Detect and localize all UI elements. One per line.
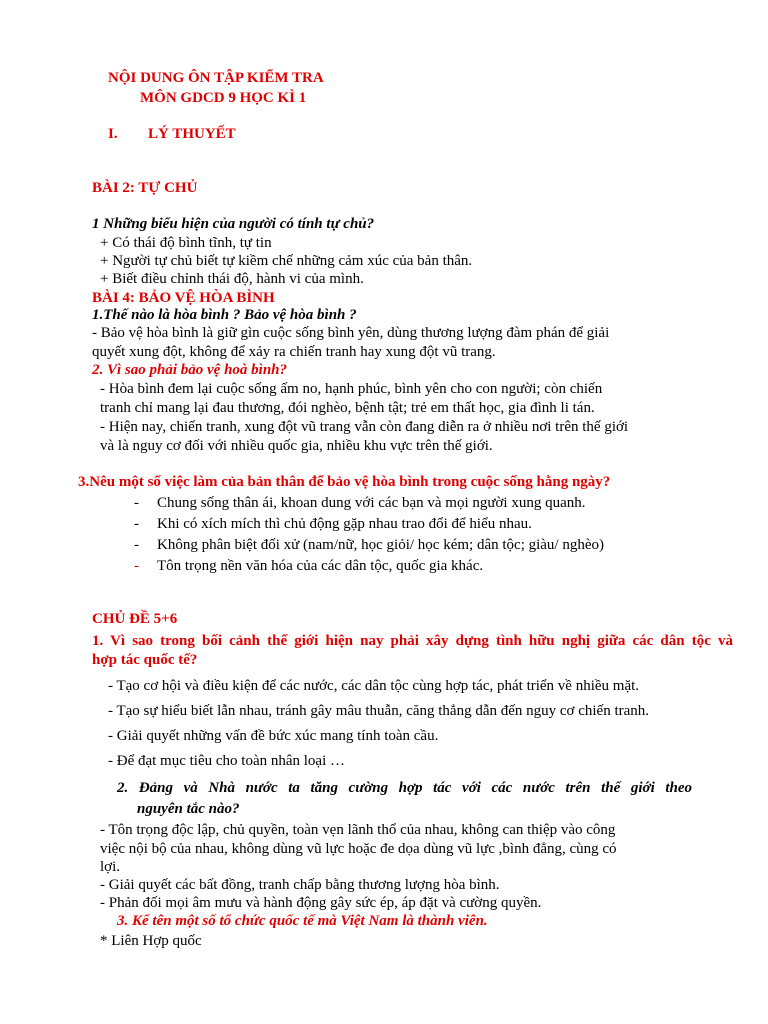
chude-answer-2-line: lợi. xyxy=(100,859,121,875)
section-title: LÝ THUYẾT xyxy=(148,126,236,142)
chude-question-1-line2: hợp tác quốc tế? xyxy=(92,652,198,668)
chude-answer-1-item: - Tạo cơ hội và điều kiện để các nước, các dân tộc cùng hợp tác, phát triển về nhiều mặt. xyxy=(108,678,640,694)
chude-answer-2-line: - Tôn trọng độc lập, chủ quyền, toàn vẹn lãnh thổ của nhau, không can thiệp vào công xyxy=(100,822,616,838)
chude-heading: CHỦ ĐỀ 5+6 xyxy=(92,611,178,627)
chude-answer-1-item: - Giải quyết những vấn đề bức xúc mang tính toàn cầu. xyxy=(108,728,439,744)
doc-title-line2: MÔN GDCD 9 HỌC KÌ 1 xyxy=(140,90,307,106)
chude-question-3: 3. Kể tên một số tổ chức quốc tế mà Việt Nam là thành viên. xyxy=(117,913,488,929)
chude-answer-1-item: - Tạo sự hiểu biết lẫn nhau, tránh gây mâu thuẫn, căng thẳng dẫn đến nguy cơ chiến tranh. xyxy=(108,703,650,719)
bai4-answer-3-item: Không phân biệt đối xử (nam/nữ, học giỏi/ học kém; dân tộc; giàu/ nghèo) xyxy=(157,537,605,553)
bai4-question-2: 2. Vì sao phải bảo vệ hoà bình? xyxy=(92,362,288,378)
bai2-question: 1 Những biểu hiện của người có tính tự chủ? xyxy=(92,216,375,232)
bai2-heading: BÀI 2: TỰ CHỦ xyxy=(92,180,198,196)
bai4-answer-1-line: quyết xung đột, không để xảy ra chiến tranh hay xung đột vũ trang. xyxy=(92,344,496,360)
bai4-answer-3-item: Khi có xích mích thì chủ động gặp nhau trao đổi để hiểu nhau. xyxy=(157,516,532,532)
bai4-answer-2-line: - Hòa bình đem lại cuộc sống ấm no, hạnh phúc, bình yên cho con người; còn chiến xyxy=(100,381,603,397)
chude-question-2-line2: nguyên tắc nào? xyxy=(137,801,240,817)
bai2-item: + Có thái độ bình tĩnh, tự tin xyxy=(100,235,272,251)
list-dash: - xyxy=(134,558,139,574)
bai4-answer-1-line: - Bảo vệ hòa bình là giữ gìn cuộc sống bình yên, dùng thương lượng đàm phán để giải xyxy=(92,325,610,341)
bai2-item: + Biết điều chỉnh thái độ, hành vi của mình. xyxy=(100,271,364,287)
bai2-item: + Người tự chủ biết tự kiềm chế những cảm xúc của bản thân. xyxy=(100,253,473,269)
chude-answer-1-item: - Để đạt mục tiêu cho toàn nhân loại … xyxy=(108,753,346,769)
chude-answer-2-line: - Giải quyết các bất đồng, tranh chấp bằng thương lượng hòa bình. xyxy=(100,877,500,893)
bai4-answer-3-item: Chung sống thân ái, khoan dung với các bạn và mọi người xung quanh. xyxy=(157,495,586,511)
chude-question-1-line1: 1. Vì sao trong bối cảnh thế giới hiện nay phải xây dựng tình hữu nghị giữa các dân tộc và xyxy=(92,633,733,649)
bai4-question-3: 3.Nêu một số việc làm của bản thân để bảo vệ hòa bình trong cuộc sống hằng ngày? xyxy=(78,474,611,490)
bai4-question-1: 1.Thế nào là hòa bình ? Bảo vệ hòa bình ? xyxy=(92,307,357,323)
bai4-answer-3-item: Tôn trọng nền văn hóa của các dân tộc, quốc gia khác. xyxy=(157,558,484,574)
chude-answer-2-line: việc nội bộ của nhau, không dùng vũ lực hoặc đe dọa dùng vũ lực ,bình đẳng, cùng có xyxy=(100,841,617,857)
bai4-heading: BÀI 4: BẢO VỆ HÒA BÌNH xyxy=(92,290,275,306)
chude-question-2-line1: 2. Đảng và Nhà nước ta tăng cường hợp tác với các nước trên thế giới theo xyxy=(117,780,692,796)
doc-title-line1: NỘI DUNG ÔN TẬP KIỂM TRA xyxy=(108,70,324,86)
list-dash: - xyxy=(134,516,139,532)
section-number: I. xyxy=(108,126,118,142)
bai4-answer-2-line: tranh chỉ mang lại đau thương, đói nghèo, bệnh tật; trẻ em thất học, gia đình li tán. xyxy=(100,400,595,416)
list-dash: - xyxy=(134,495,139,511)
bai4-answer-2-line: - Hiện nay, chiến tranh, xung đột vũ trang vẫn còn đang diễn ra ở nhiều nơi trên thế giới xyxy=(100,419,629,435)
chude-answer-3-item: * Liên Hợp quốc xyxy=(100,933,202,949)
bai4-answer-2-line: và là nguy cơ đối với nhiều quốc gia, nhiều khu vực trên thế giới. xyxy=(100,438,493,454)
chude-answer-2-line: - Phản đối mọi âm mưu và hành động gây sức ép, áp đặt và cường quyền. xyxy=(100,895,542,911)
list-dash: - xyxy=(134,537,139,553)
